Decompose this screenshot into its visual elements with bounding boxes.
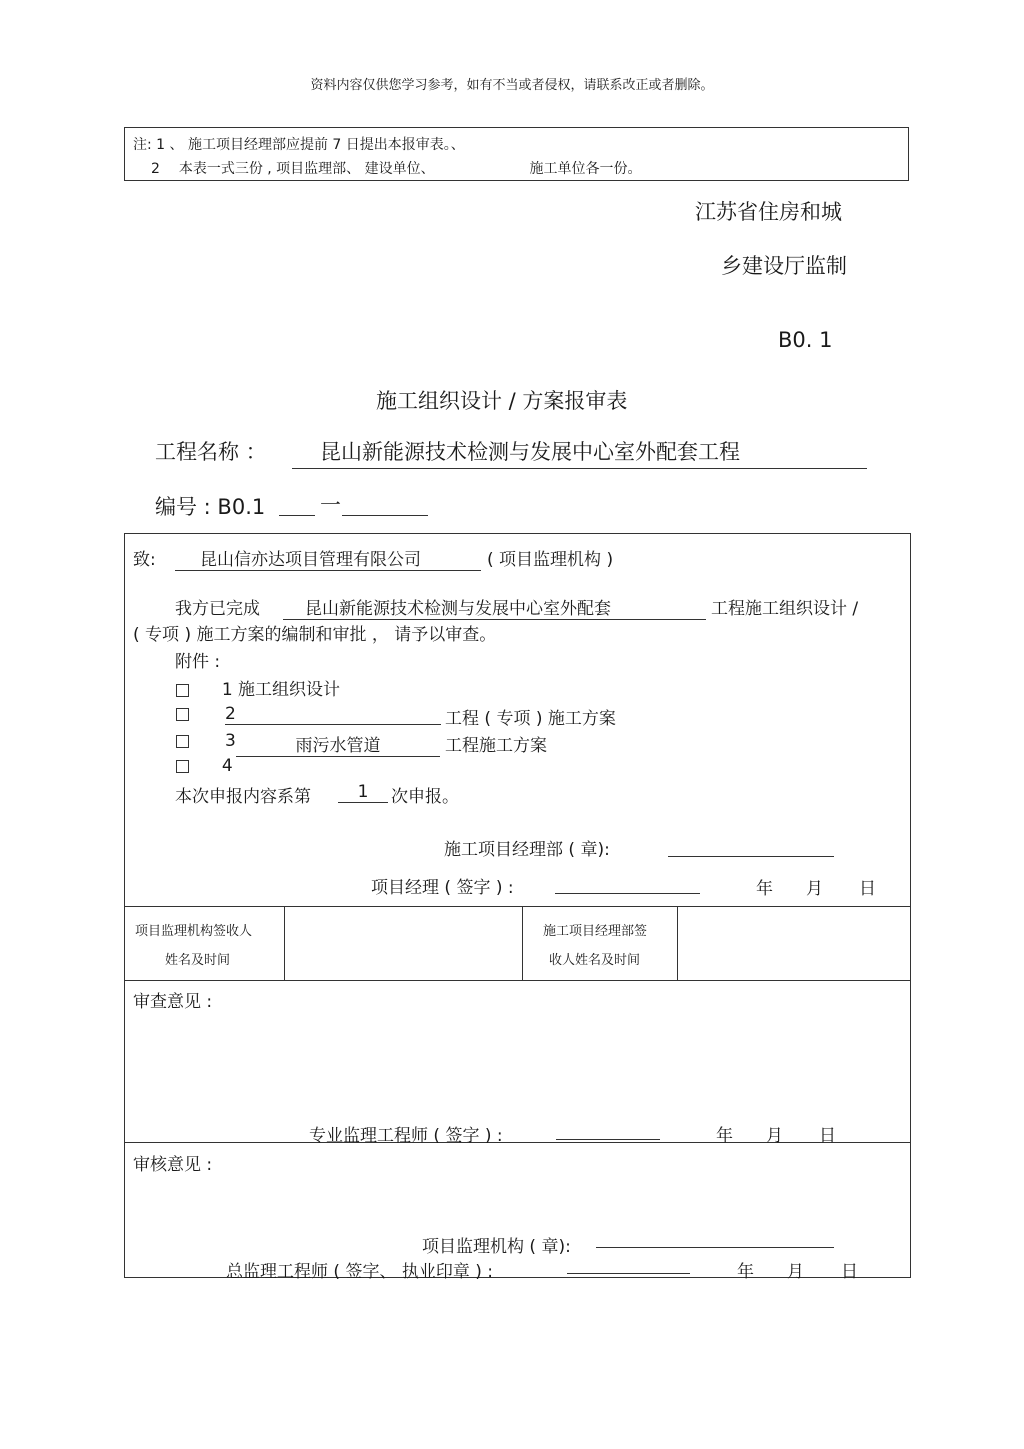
review-label: 审查意见 : bbox=[133, 992, 213, 1012]
note-line-1: 注: 1 、 施工项目经理部应提前 7 日提出本报审表。、 bbox=[133, 137, 465, 153]
times-number: 1 bbox=[338, 782, 388, 803]
audit-year: 年 bbox=[737, 1262, 754, 1282]
chief-engineer-sign-line[interactable] bbox=[567, 1273, 690, 1274]
receipt-right-label-1: 施工项目经理部签 bbox=[543, 924, 648, 939]
serial-dash: 一 bbox=[320, 493, 341, 517]
body-p1-project: 昆山新能源技术检测与发展中心室外配套 bbox=[283, 594, 706, 620]
contractor-dept-seal-line[interactable] bbox=[668, 856, 834, 857]
audit-comments-area[interactable] bbox=[133, 1175, 903, 1225]
review-sign-label: 专业监理工程师 ( 签字 ) : bbox=[309, 1126, 503, 1146]
issuer-line-2: 乡建设厅监制 bbox=[721, 254, 847, 278]
receipt-col-3 bbox=[677, 906, 678, 980]
checkbox-2[interactable] bbox=[176, 708, 189, 721]
receipt-right-label-2: 收人姓名及时间 bbox=[549, 953, 641, 968]
contractor-dept-seal-label: 施工项目经理部 ( 章): bbox=[444, 840, 610, 860]
serial-label: 编号 : B0.1 bbox=[155, 495, 266, 519]
divider-review-bottom bbox=[125, 1142, 910, 1143]
note-line-2-text-b: 施工单位各一份。 bbox=[529, 161, 642, 177]
receipt-col-1 bbox=[284, 906, 285, 980]
attachment-item-2-text: 工程 ( 专项 ) 施工方案 bbox=[445, 709, 616, 729]
checkbox-4[interactable] bbox=[176, 760, 189, 773]
note-line-2-num: 2 bbox=[151, 161, 160, 177]
sign1-month: 月 bbox=[806, 879, 823, 899]
review-comments-area[interactable] bbox=[133, 1012, 903, 1112]
audit-org-seal-line[interactable] bbox=[596, 1247, 834, 1248]
attachment-item-2-fill: 2 bbox=[225, 704, 441, 725]
attachment-item-1-text: 1 施工组织设计 bbox=[221, 680, 341, 700]
form-title: 施工组织设计 / 方案报审表 bbox=[376, 389, 628, 413]
checkbox-3[interactable] bbox=[176, 735, 189, 748]
review-month: 月 bbox=[766, 1126, 783, 1146]
divider-receipt-top bbox=[125, 906, 910, 907]
body-p1-b: 工程施工组织设计 / bbox=[711, 599, 859, 619]
to-label: 致: bbox=[133, 550, 156, 570]
attachment-item-3-text: 工程施工方案 bbox=[445, 736, 547, 756]
receipt-right-value[interactable] bbox=[679, 908, 907, 978]
attachment-item-3-fill: 雨污水管道 bbox=[236, 731, 440, 757]
divider-receipt-bottom bbox=[125, 980, 910, 981]
project-name-label: 工程名称 ： bbox=[155, 440, 267, 464]
note-line-2 bbox=[151, 158, 642, 178]
project-name-value: 昆山新能源技术检测与发展中心室外配套工程 bbox=[292, 436, 867, 469]
receipt-col-2 bbox=[522, 906, 523, 980]
audit-day: 日 bbox=[841, 1262, 858, 1282]
project-manager-sign-line[interactable] bbox=[555, 893, 700, 894]
audit-org-seal-label: 项目监理机构 ( 章): bbox=[422, 1237, 571, 1257]
sign1-day: 日 bbox=[859, 879, 876, 899]
attachment-item-4 bbox=[176, 756, 233, 776]
to-suffix: ( 项目监理机构 ) bbox=[487, 550, 614, 570]
project-manager-sign-label: 项目经理 ( 签字 ) : bbox=[371, 878, 514, 898]
attachment-item-3 bbox=[176, 731, 189, 751]
note-line-2-text-a: 本表一式三份 , 项目监理部、 建设单位、 bbox=[178, 161, 435, 177]
audit-label: 审核意见 : bbox=[133, 1155, 213, 1175]
body-p1-a: 我方已完成 bbox=[175, 599, 260, 619]
to-company: 昆山信亦达项目管理有限公司 bbox=[175, 545, 481, 571]
receipt-left-label-2: 姓名及时间 bbox=[165, 953, 231, 968]
review-day: 日 bbox=[819, 1126, 836, 1146]
disclaimer-text: 资料内容仅供您学习参考，如有不当或者侵权，请联系改正或者删除。 bbox=[310, 78, 714, 93]
form-code: B0. 1 bbox=[778, 328, 833, 352]
checkbox-1[interactable] bbox=[176, 684, 189, 697]
attachment-item-3-num: 3 bbox=[225, 731, 236, 751]
chief-engineer-sign-label: 总监理工程师 ( 签字、 执业印章 ) : bbox=[226, 1262, 494, 1282]
attachment-item-1 bbox=[176, 675, 340, 700]
times-text-a: 本次申报内容系第 bbox=[175, 787, 311, 807]
body-p2: ( 专项 ) 施工方案的编制和审批 ， 请予以审查。 bbox=[133, 625, 497, 645]
notes-box bbox=[124, 127, 909, 181]
sign1-year: 年 bbox=[756, 879, 773, 899]
receipt-left-value[interactable] bbox=[286, 908, 520, 978]
serial-blank-1 bbox=[279, 515, 315, 516]
receipt-left-label-1: 项目监理机构签收人 bbox=[135, 924, 253, 939]
audit-month: 月 bbox=[787, 1262, 804, 1282]
serial-blank-2 bbox=[342, 515, 428, 516]
attachment-item-4-num: 4 bbox=[221, 756, 233, 776]
times-text-b: 次申报。 bbox=[391, 787, 459, 807]
issuer-line-1: 江苏省住房和城 bbox=[695, 200, 842, 224]
attachments-label: 附件 : bbox=[175, 652, 221, 672]
review-sign-line[interactable] bbox=[556, 1139, 660, 1140]
attachment-item-2 bbox=[176, 704, 189, 724]
review-year: 年 bbox=[716, 1126, 733, 1146]
